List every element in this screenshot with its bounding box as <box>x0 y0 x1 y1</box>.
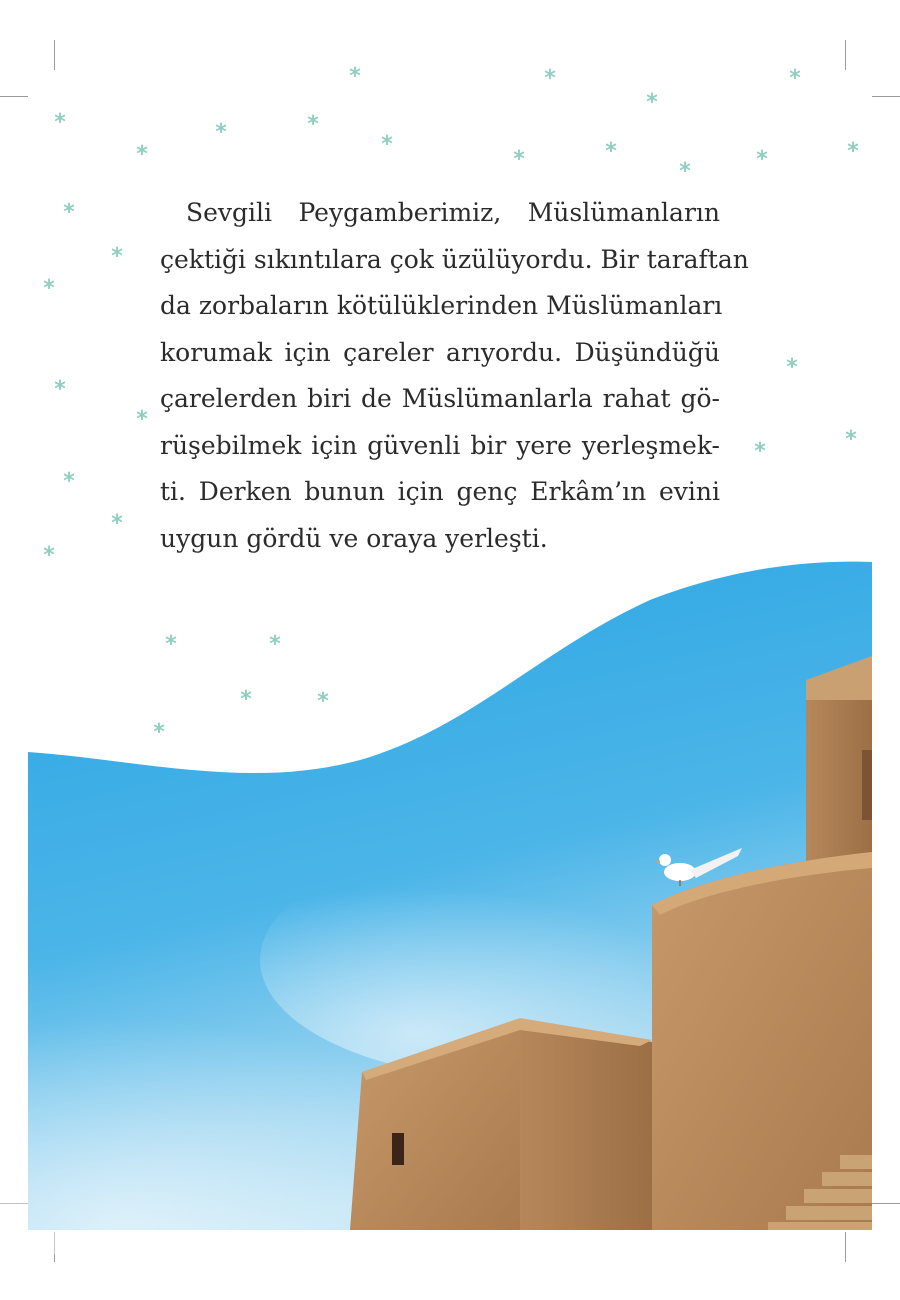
star-icon: * <box>845 427 857 452</box>
star-icon: * <box>605 139 617 164</box>
paragraph-line: uygun gördü ve oraya yerleşti. <box>160 523 548 553</box>
paragraph-line: çarelerden biri de Müslümanlarla rahat gö- <box>160 384 720 413</box>
star-icon: * <box>111 244 123 269</box>
small-window <box>392 1133 404 1165</box>
star-icon: * <box>215 120 227 145</box>
star-icon: * <box>646 90 658 115</box>
star-icon: * <box>165 632 177 657</box>
star-icon: * <box>269 632 281 657</box>
star-icon: * <box>317 689 329 714</box>
paragraph-line: Sevgili Peygamberimiz, Müslümanların <box>186 198 720 227</box>
front-building-right <box>520 1020 652 1230</box>
story-paragraph <box>160 190 749 562</box>
star-icon: * <box>349 64 361 89</box>
paragraph-line: korumak için çareler arıyordu. Düşündüğü <box>160 337 720 367</box>
star-icon: * <box>307 112 319 137</box>
star-icon: * <box>786 355 798 380</box>
star-icon: * <box>240 687 252 712</box>
star-icon: * <box>54 377 66 402</box>
paragraph-line: çektiği sıkıntılara çok üzülüyordu. Bir taraftan <box>160 244 749 274</box>
star-icon: * <box>381 132 393 157</box>
star-icon: * <box>63 469 75 494</box>
star-icon: * <box>136 142 148 167</box>
star-icon: * <box>544 66 556 91</box>
star-icon: * <box>847 139 859 164</box>
star-icon: * <box>43 543 55 568</box>
star-icon: * <box>679 159 691 184</box>
star-icon: * <box>111 511 123 536</box>
star-icon: * <box>754 439 766 464</box>
star-icon: * <box>513 147 525 172</box>
paragraph-line: rüşebilmek için güvenli bir yere yerleşmek- <box>160 430 720 460</box>
star-icon: * <box>756 147 768 172</box>
paragraph-line: ti. Derken bunun için genç Erkâm’ın evini <box>160 477 720 506</box>
star-icon: * <box>789 66 801 91</box>
star-icon: * <box>153 720 165 745</box>
paragraph-line: da zorbaların kötülüklerinden Müslümanları <box>160 291 723 320</box>
star-icon: * <box>63 200 75 225</box>
star-icon: * <box>136 407 148 432</box>
star-icon: * <box>43 276 55 301</box>
star-icon: * <box>54 110 66 135</box>
